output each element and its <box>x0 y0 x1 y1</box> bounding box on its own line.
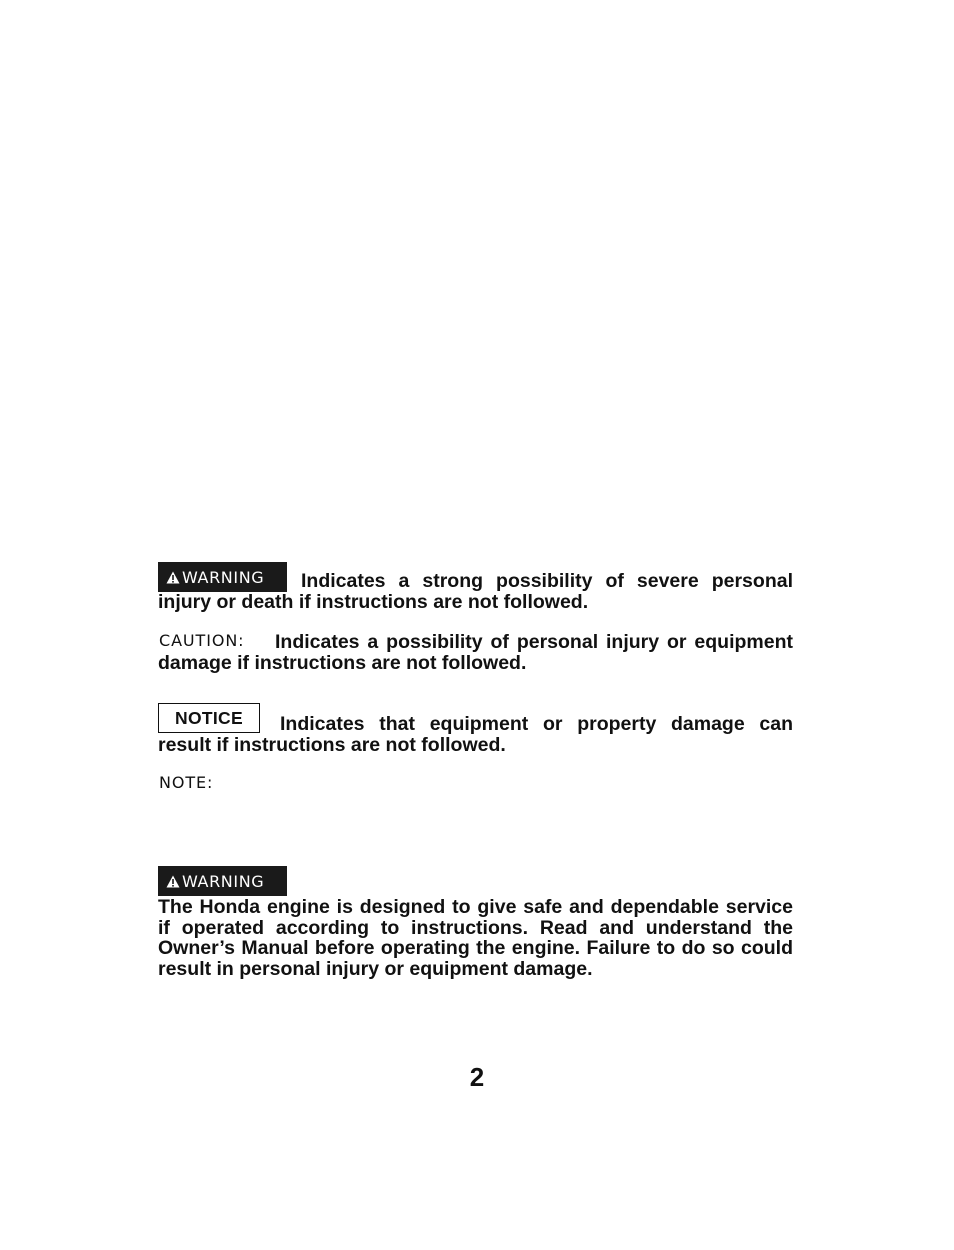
main-warning-badge-label: WARNING <box>182 871 265 891</box>
warning-definition: Indicates a strong possibility of severe personal injury or death if instructions are not followed. <box>158 570 793 613</box>
caution-definition: Indicates a possibility of personal injury or equipment damage if instructions are not followed. <box>158 631 793 674</box>
caution-label: CAUTION: <box>159 631 245 650</box>
main-warning-badge <box>158 866 287 896</box>
page-number: 2 <box>469 1062 485 1092</box>
note-label: NOTE: <box>159 773 214 792</box>
warning-badge-label: WARNING <box>182 567 265 587</box>
notice-definition: Indicates that equipment or property damage can result if instructions are not followed. <box>158 713 793 756</box>
main-warning-text: The Honda engine is designed to give safe and dependable service if operated according to instructions. Read and understand the Owner’s Manual before operating the engine. Failure to do so could result in personal injury or equipment damage. <box>158 896 793 980</box>
notice-badge-label: NOTICE <box>175 707 243 728</box>
warning-triangle-icon <box>166 875 180 888</box>
